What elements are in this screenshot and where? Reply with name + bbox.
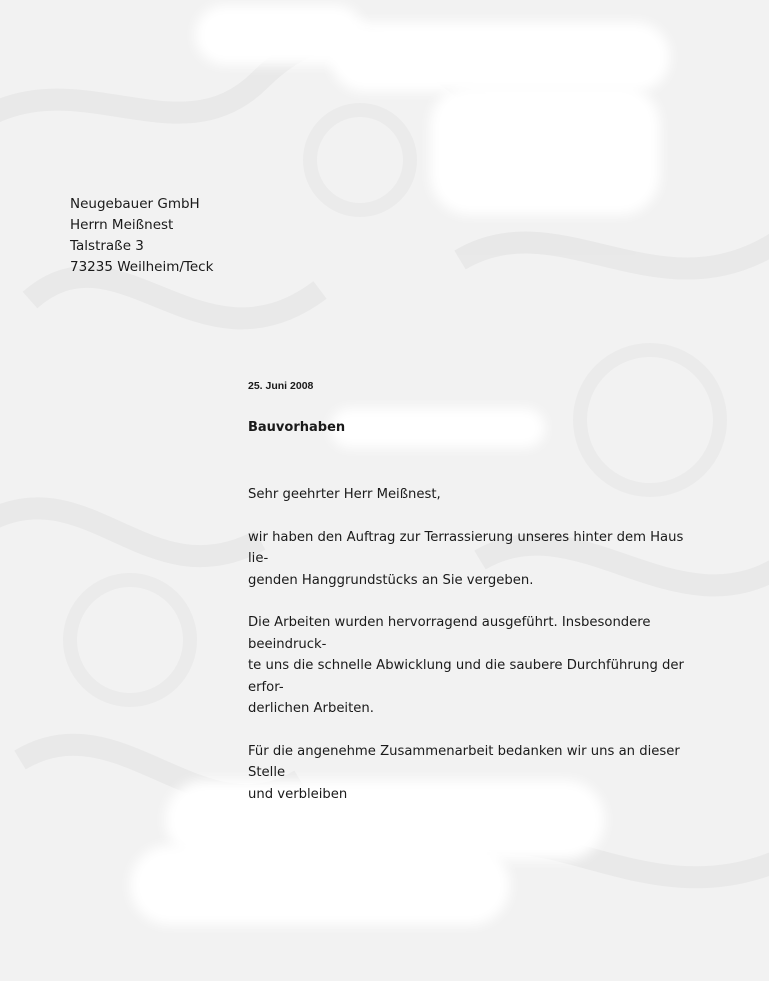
letter-body (248, 484, 688, 826)
recipient-company: Neugebauer GmbH (70, 196, 200, 212)
redaction-header-right (430, 85, 660, 215)
paragraph-3: Für die angenehme Zusammenarbeit bedanken wir uns an dieser Stelle und verbleiben (248, 743, 680, 802)
letter-date: 25. Juni 2008 (248, 380, 314, 392)
salutation: Sehr geehrter Herr Meißnest, (248, 487, 441, 502)
paragraph-2: Die Arbeiten wurden hervorragend ausgeführt. Insbesondere beeindruck- te uns die schnelle Abwicklung und die saubere Durchführung der erfor- derlichen Arbeiten. (248, 615, 684, 716)
redaction-signature-lower (130, 845, 510, 925)
redaction-subject (330, 408, 545, 448)
recipient-person: Herrn Meißnest (70, 217, 174, 233)
paragraph-1: wir haben den Auftrag zur Terrassierung unseres hinter dem Haus lie- genden Hanggrundstücks an Sie vergeben. (248, 529, 684, 588)
recipient-street: Talstraße 3 (70, 238, 144, 254)
redaction-top-right (330, 22, 670, 92)
recipient-address (70, 194, 213, 278)
letter-subject: Bauvorhaben (248, 420, 346, 435)
recipient-city: 73235 Weilheim/Teck (70, 259, 214, 275)
